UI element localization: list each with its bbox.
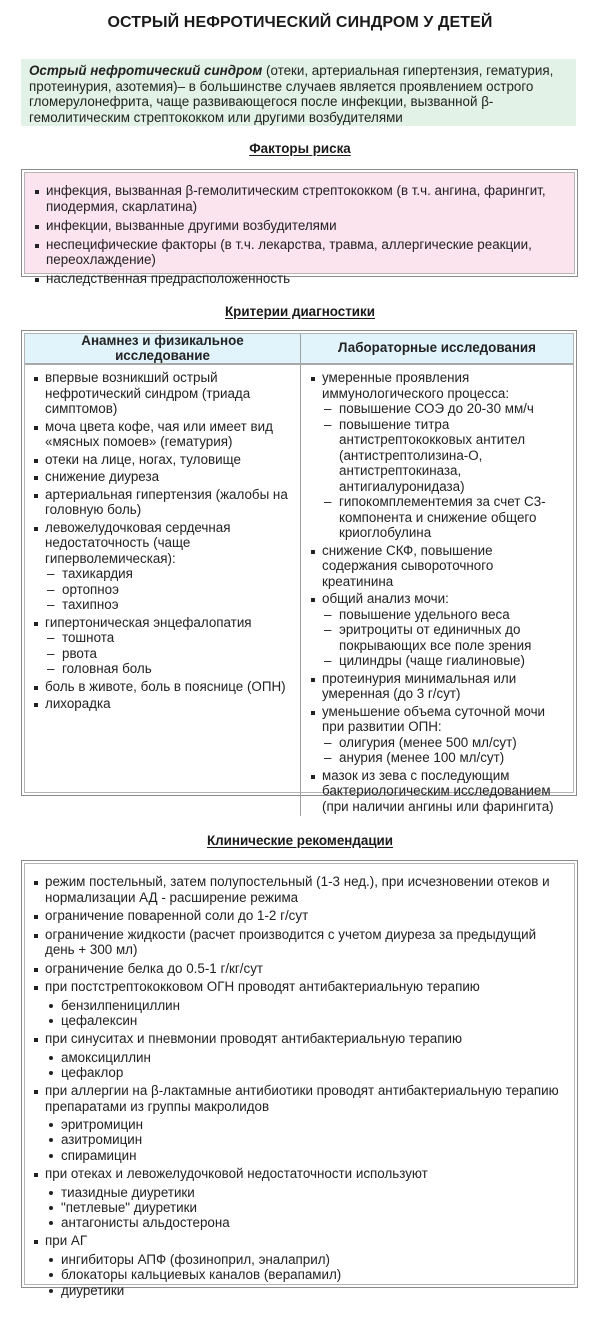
sub-list-item xyxy=(45,630,294,646)
square-bullet-icon xyxy=(311,775,315,779)
list-item xyxy=(34,615,294,677)
list-item-text: ограничение жидкости (расчет производится с учетом диуреза за предыдущий день + 300 мл) xyxy=(45,926,537,957)
sub-list-item-text: антагонисты альдостерона xyxy=(61,1215,230,1231)
diagnostic-criteria-table xyxy=(21,330,577,814)
square-bullet-icon xyxy=(311,598,315,602)
sub-list xyxy=(45,630,294,677)
sub-list-item-text: тахикардия xyxy=(62,566,133,581)
list-item-text: мазок из зева с последующим бактериологическим исследованием (при наличии ангины или фарингита) xyxy=(322,767,554,814)
list-item xyxy=(34,679,294,695)
risk-factors-box xyxy=(21,169,578,286)
sub-list-item-text: цефалексин xyxy=(61,1012,138,1028)
list-item xyxy=(34,1233,568,1297)
square-bullet-icon xyxy=(34,1038,38,1042)
sub-list-item xyxy=(45,998,568,1013)
sub-list-item xyxy=(45,1200,568,1215)
list-item xyxy=(311,543,567,590)
square-bullet-icon xyxy=(34,703,38,707)
list-item xyxy=(34,370,294,417)
table-body-row xyxy=(25,365,573,816)
list-item-text: инфекции, вызванные другими возбудителями xyxy=(46,217,337,233)
dash-bullet-icon: – xyxy=(324,606,332,622)
sub-list-item-text: анурия (менее 100 мл/сут) xyxy=(339,750,505,765)
sub-list-item xyxy=(45,1148,568,1163)
column-header-history-exam: Анамнез и физикальное исследование xyxy=(25,334,301,363)
sub-list-item xyxy=(45,597,294,613)
square-bullet-icon xyxy=(34,968,38,972)
list-item-text: инфекция, вызванная β-гемолитическим стрептококком (в т.ч. ангина, фарингит, пиодермия, скарлатина) xyxy=(46,183,546,214)
sub-list-item xyxy=(45,1185,568,1200)
sub-list-item xyxy=(45,1132,568,1147)
lab-tests-column xyxy=(301,365,573,816)
list-item-text: левожелудочковая сердечная недостаточность (чаще гиперволемическая): xyxy=(45,519,231,566)
list-item xyxy=(35,271,568,287)
sub-list xyxy=(322,401,567,541)
dash-bullet-icon: – xyxy=(324,734,332,750)
list-item xyxy=(311,704,567,766)
sub-list-item-text: олигурия (менее 500 мл/сут) xyxy=(339,734,517,750)
dash-bullet-icon: – xyxy=(47,581,55,597)
list-item xyxy=(34,696,294,712)
list-item xyxy=(311,768,567,815)
list-item xyxy=(35,237,568,268)
list-item-text: лихорадка xyxy=(45,696,111,711)
square-bullet-icon xyxy=(311,377,315,381)
list-item-text: при постстрептококковом ОГН проводят антибактериальную терапию xyxy=(45,979,480,994)
square-bullet-icon xyxy=(34,494,38,498)
list-item xyxy=(34,979,568,1028)
sub-list-item-text: бензилпенициллин xyxy=(61,997,181,1013)
page-title: ОСТРЫЙ НЕФРОТИЧЕСКИЙ СИНДРОМ У ДЕТЕЙ xyxy=(107,14,493,31)
list-item-text: наследственная предрасположенность xyxy=(46,271,291,286)
list-item-text: при АГ xyxy=(45,1233,88,1249)
sub-list-item xyxy=(45,566,294,582)
dash-bullet-icon: – xyxy=(47,630,55,645)
list-item-text: при аллергии на β-лактамные антибиотики проводят антибактериальную терапию препаратами из группы макролидов xyxy=(45,1083,559,1114)
sub-list-item-text: ортопноэ xyxy=(62,581,119,597)
round-bullet-icon xyxy=(49,1123,53,1127)
list-item-text: артериальная гипертензия (жалобы на головную боль) xyxy=(45,486,288,517)
sub-list-item-text: тошнота xyxy=(62,630,115,645)
sub-list-item-text: "петлевые" диуретики xyxy=(61,1199,198,1215)
square-bullet-icon xyxy=(311,550,315,554)
list-item xyxy=(311,370,567,541)
list-item-text: уменьшение объема суточной мочи при развитии ОПН: xyxy=(322,703,546,734)
sub-list-item xyxy=(322,401,567,417)
risk-factors-heading: Факторы риска xyxy=(249,141,351,156)
square-bullet-icon xyxy=(311,678,315,682)
sub-list-item-text: повышение титра антистрептококковых антител (антистрептолизина-О, антистрептокиназа, антигиалуронидаза) xyxy=(339,416,526,494)
sub-list xyxy=(45,1050,568,1081)
sub-list-item xyxy=(322,750,567,766)
list-item-text: боль в животе, боль в пояснице (ОПН) xyxy=(45,678,286,694)
square-bullet-icon xyxy=(34,986,38,990)
list-item xyxy=(34,452,294,468)
sub-list-item-text: тиазидные диуретики xyxy=(61,1184,195,1200)
list-item-text: режим постельный, затем полупостельный (1-3 нед.), при исчезновении отеков и нормализации АД - расширение режима xyxy=(45,874,550,905)
list-item xyxy=(34,469,294,485)
list-item-text: протеинурия минимальная или умеренная (до 3 г/сут) xyxy=(322,670,517,701)
sub-list xyxy=(45,566,294,613)
dash-bullet-icon: – xyxy=(324,416,332,432)
history-exam-column xyxy=(25,365,301,816)
sub-list xyxy=(45,1252,568,1298)
sub-list-item-text: амоксициллин xyxy=(61,1049,151,1065)
list-item-text: снижение СКФ, повышение содержания сывороточного креатинина xyxy=(322,542,494,589)
column-header-lab-tests: Лабораторные исследования xyxy=(338,340,536,356)
list-item xyxy=(34,874,568,905)
risk-factors-list xyxy=(35,183,568,287)
round-bullet-icon xyxy=(49,1071,53,1075)
sub-list-item-text: гипокомплементемия за счет С3-компонента и снижение общего криоглобулина xyxy=(339,494,546,540)
list-item-text: отеки на лице, ногах, туловище xyxy=(45,451,241,467)
list-item-text: ограничение поваренной соли до 1-2 г/сут xyxy=(45,908,309,923)
round-bullet-icon xyxy=(49,1004,53,1008)
list-item-text: снижение диуреза xyxy=(45,469,160,484)
square-bullet-icon xyxy=(34,934,38,938)
intro-definition-box xyxy=(21,59,576,126)
list-item xyxy=(34,908,568,924)
list-item-text: гипертоническая энцефалопатия xyxy=(45,614,252,630)
round-bullet-icon xyxy=(49,1191,53,1195)
sub-list xyxy=(45,998,568,1029)
sub-list-item xyxy=(45,646,294,662)
clinical-recommendations-list xyxy=(34,874,568,1298)
square-bullet-icon xyxy=(34,426,38,430)
square-bullet-icon xyxy=(34,459,38,463)
sub-list-item xyxy=(45,1050,568,1065)
list-item xyxy=(34,927,568,958)
square-bullet-icon xyxy=(34,622,38,626)
sub-list xyxy=(322,607,567,669)
sub-list xyxy=(45,1185,568,1231)
dash-bullet-icon: – xyxy=(47,566,55,581)
list-item xyxy=(34,1031,568,1080)
sub-list-item xyxy=(45,1065,568,1080)
dash-bullet-icon: – xyxy=(324,653,332,668)
list-item-text: общий анализ мочи: xyxy=(322,591,449,606)
square-bullet-icon xyxy=(34,527,38,531)
round-bullet-icon xyxy=(49,1221,53,1225)
list-item-text: при синуситах и пневмонии проводят антибактериальную терапию xyxy=(45,1031,463,1047)
list-item-text: при отеках и левожелудочковой недостаточности используют xyxy=(45,1166,428,1182)
sub-list-item-text: повышение СОЭ до 20-30 мм/ч xyxy=(339,401,534,416)
sub-list-item xyxy=(322,494,567,541)
dash-bullet-icon: – xyxy=(324,494,332,509)
round-bullet-icon xyxy=(49,1258,53,1262)
square-bullet-icon xyxy=(35,190,39,194)
table-header-row xyxy=(25,334,573,365)
dash-bullet-icon: – xyxy=(324,622,332,637)
list-item xyxy=(34,520,294,613)
intro-text: (отеки, артериальная гипертензия, гематурия, протеинурия, азотемия)– в большинстве случаев является проявлением острого гломерулонефрита, чаще развивающегося после инфекции, вызванной β-гемолитическим стрептококком или другими возбудителями xyxy=(29,63,554,125)
sub-list-item-text: азитромицин xyxy=(61,1132,143,1148)
square-bullet-icon xyxy=(34,1173,38,1177)
list-item xyxy=(34,419,294,450)
sub-list-item xyxy=(45,1283,568,1298)
sub-list xyxy=(45,1117,568,1163)
dash-bullet-icon: – xyxy=(324,401,332,416)
sub-list-item xyxy=(45,1013,568,1028)
sub-list-item xyxy=(322,735,567,751)
round-bullet-icon xyxy=(49,1138,53,1142)
sub-list-item xyxy=(322,653,567,669)
sub-list-item-text: повышение удельного веса xyxy=(339,606,510,622)
square-bullet-icon xyxy=(35,225,39,229)
clinical-recommendations-heading: Клинические рекомендации xyxy=(206,833,394,848)
sub-list-item xyxy=(322,622,567,653)
clinical-recommendations-box xyxy=(21,860,578,1298)
sub-list-item xyxy=(45,1267,568,1282)
list-item xyxy=(34,487,294,518)
list-item-text: моча цвета кофе, чая или имеет вид «мясных помоев» (гематурия) xyxy=(45,418,273,449)
dash-bullet-icon: – xyxy=(47,661,55,676)
list-item-text: ограничение белка до 0.5-1 г/кг/сут xyxy=(45,960,264,976)
sub-list-item-text: спирамицин xyxy=(61,1147,137,1163)
square-bullet-icon xyxy=(35,278,39,282)
diagnostic-criteria-heading: Критерии диагностики xyxy=(225,304,375,319)
sub-list-item xyxy=(45,1117,568,1132)
list-item xyxy=(34,961,568,977)
round-bullet-icon xyxy=(49,1019,53,1023)
sub-list-item-text: эритроциты от единичных до покрывающих все поле зрения xyxy=(339,622,532,653)
square-bullet-icon xyxy=(34,476,38,480)
square-bullet-icon xyxy=(34,881,38,885)
dash-bullet-icon: – xyxy=(324,750,332,765)
square-bullet-icon xyxy=(34,1090,38,1094)
intro-lead-term: Острый нефротический синдром xyxy=(29,63,263,78)
sub-list-item-text: тахипноэ xyxy=(62,597,119,612)
history-exam-list xyxy=(34,370,294,712)
sub-list-item-text: ингибиторы АПФ (фозиноприл, эналаприл) xyxy=(61,1251,330,1267)
list-item xyxy=(35,183,568,214)
list-item-text: умеренные проявления иммунологического процесса: xyxy=(322,370,510,401)
list-item xyxy=(34,1166,568,1230)
sub-list-item-text: блокаторы кальциевых каналов (верапамил) xyxy=(61,1267,342,1283)
sub-list-item xyxy=(322,417,567,495)
round-bullet-icon xyxy=(49,1273,53,1277)
sub-list-item-text: диуретики xyxy=(61,1282,125,1298)
dash-bullet-icon: – xyxy=(47,645,55,661)
round-bullet-icon xyxy=(49,1154,53,1158)
sub-list-item-text: цефаклор xyxy=(61,1064,124,1080)
square-bullet-icon xyxy=(34,686,38,690)
sub-list-item xyxy=(45,1215,568,1230)
sub-list-item xyxy=(45,661,294,677)
sub-list xyxy=(322,735,567,766)
list-item xyxy=(34,1083,568,1163)
round-bullet-icon xyxy=(49,1056,53,1060)
lab-tests-list xyxy=(311,370,567,814)
list-item-text: неспецифические факторы (в т.ч. лекарства, травма, аллергические реакции, переохлаждение) xyxy=(46,236,532,267)
square-bullet-icon xyxy=(35,244,39,248)
round-bullet-icon xyxy=(49,1206,53,1210)
sub-list-item-text: головная боль xyxy=(62,661,152,676)
sub-list-item xyxy=(45,582,294,598)
list-item xyxy=(311,671,567,702)
sub-list-item-text: эритромицин xyxy=(61,1117,144,1133)
square-bullet-icon xyxy=(34,377,38,381)
square-bullet-icon xyxy=(34,915,38,919)
list-item xyxy=(35,218,568,234)
square-bullet-icon xyxy=(34,1240,38,1244)
round-bullet-icon xyxy=(49,1289,53,1293)
sub-list-item xyxy=(322,607,567,623)
list-item xyxy=(311,591,567,669)
dash-bullet-icon: – xyxy=(47,597,55,612)
list-item-text: впервые возникший острый нефротический синдром (триада симптомов) xyxy=(45,370,251,416)
sub-list-item xyxy=(45,1252,568,1267)
square-bullet-icon xyxy=(311,711,315,715)
sub-list-item-text: рвота xyxy=(62,645,97,661)
sub-list-item-text: цилиндры (чаще гиалиновые) xyxy=(339,653,525,668)
